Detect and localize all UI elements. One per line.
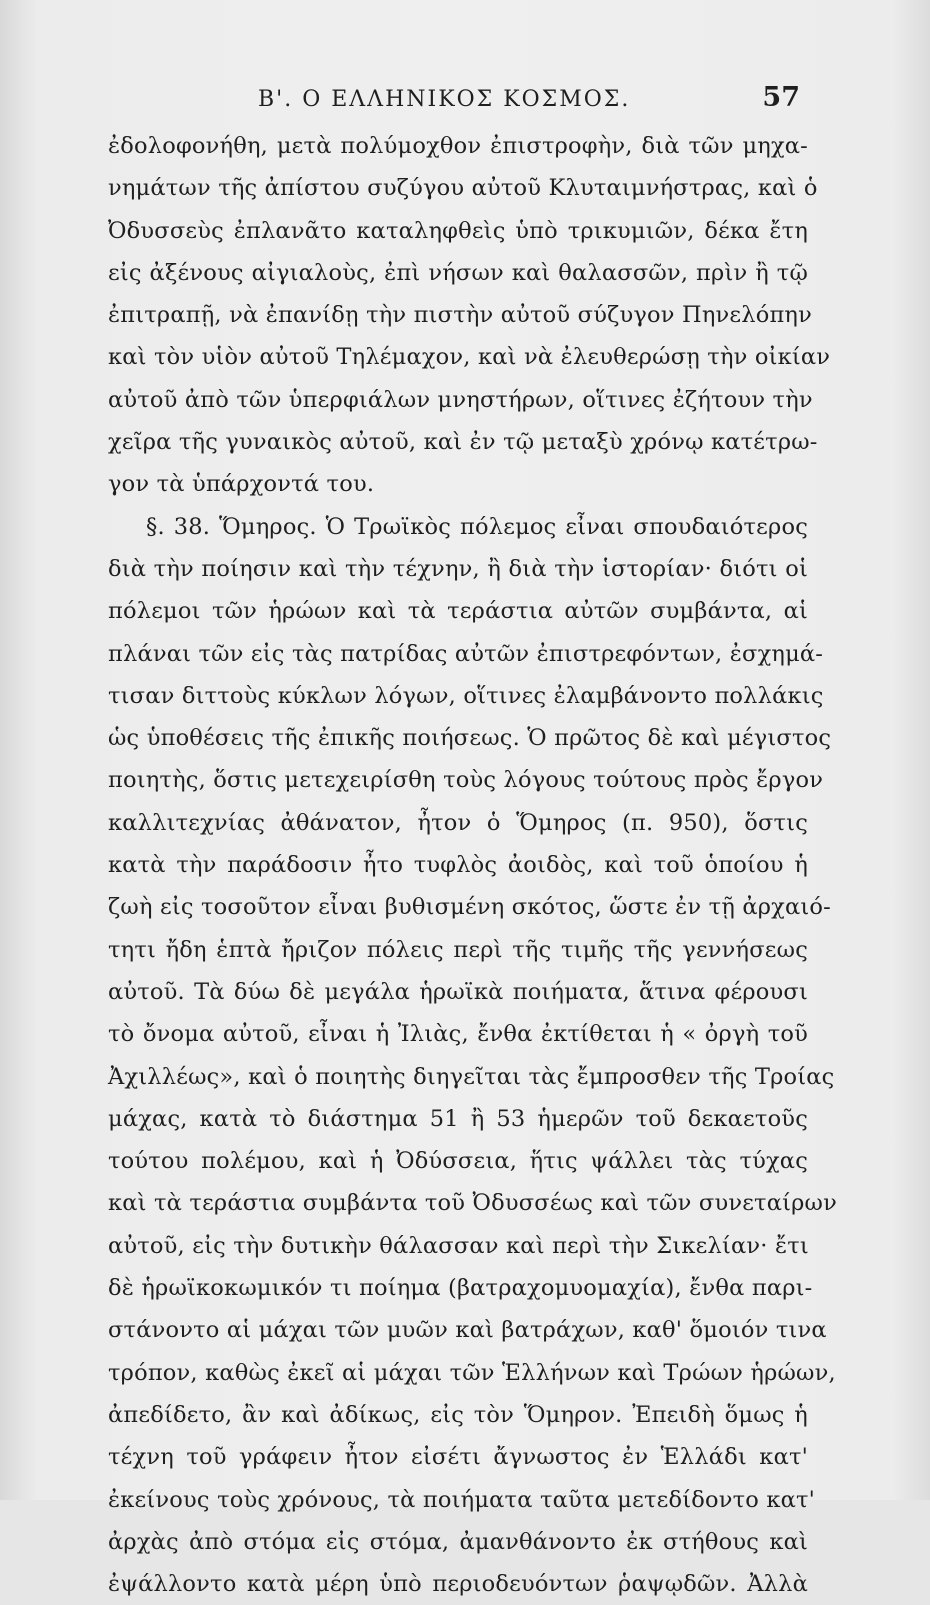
text-line: καὶ τὸν υἱὸν αὐτοῦ Τηλέμαχον, καὶ νὰ ἐλευθερώσῃ τὴν οἰκίαν [108, 344, 831, 371]
running-head [240, 82, 800, 122]
text-line: ἐδολοφονήθη, μετὰ πολύμοχθον ἐπιστροφὴν, διὰ τῶν μηχα- [108, 133, 808, 159]
text-line: ἀπεδίδετο, ἂν καὶ ἀδίκως, εἰς τὸν Ὅμηρον. Ἐπειδὴ ὅμως ἡ [108, 1401, 808, 1428]
text-line: πλάναι τῶν εἰς τὰς πατρίδας αὐτῶν ἐπιστρεφόντων, ἐσχημά- [108, 640, 824, 667]
text-line: τούτου πολέμου, καὶ ἡ Ὀδύσσεια, ἥτις ψάλλει τὰς τύχας [108, 1148, 808, 1175]
text-line: αὐτοῦ, εἰς τὴν δυτικὴν θάλασσαν καὶ περὶ τὴν Σικελίαν· ἔτι [108, 1232, 809, 1259]
text-line: αὐτοῦ. Τὰ δύω δὲ μεγάλα ἡρωϊκὰ ποιήματα, ἅτινα φέρουσι [108, 978, 808, 1005]
page-number: 57 [762, 82, 800, 113]
text-line: διὰ τὴν ποίησιν καὶ τὴν τέχνην, ἢ διὰ τὴν ἱστορίαν· διότι οἱ [108, 555, 808, 582]
text-line: Ὀδυσσεὺς ἐπλανᾶτο καταληφθεὶς ὑπὸ τρικυμιῶν, δέκα ἔτη [108, 217, 808, 244]
text-line: ποιητὴς, ὅστις μετεχειρίσθη τοὺς λόγους τούτους πρὸς ἔργον [108, 767, 824, 794]
text-line: ὡς ὑποθέσεις τῆς ἐπικῆς ποιήσεως. Ὁ πρῶτος δὲ καὶ μέγιστος [108, 725, 832, 752]
text-line: κατὰ τὴν παράδοσιν ἦτο τυφλὸς ἀοιδὸς, καὶ τοῦ ὁποίου ἡ [108, 852, 808, 879]
text-line: τρόπον, καθὼς ἐκεῖ αἱ μάχαι τῶν Ἑλλήνων καὶ Τρώων ἡρώων, [108, 1359, 836, 1386]
text-line: Ἀχιλλέως», καὶ ὁ ποιητὴς διηγεῖται τὰς ἔμπροσθεν τῆς Τροίας [108, 1063, 835, 1090]
text-line: τισαν διττοὺς κύκλων λόγων, οἵτινες ἐλαμβάνοντο πολλάκις [108, 682, 824, 709]
text-line: ἐκείνους τοὺς χρόνους, τὰ ποιήματα ταῦτα μετεδίδοντο κατ' [108, 1486, 816, 1513]
text-line: πόλεμοι τῶν ἡρώων καὶ τὰ τεράστια αὐτῶν συμβάντα, αἱ [108, 598, 808, 625]
text-line: καλλιτεχνίας ἀθάνατον, ἦτον ὁ Ὅμηρος (π. 950), ὅστις [108, 809, 808, 836]
text-line: δὲ ἡρωϊκοκωμικόν τι ποίημα (βατραχομυομαχία), ἔνθα παρι- [108, 1275, 813, 1302]
section-heading-line: §. 38. Ὅμηρος. Ὁ Τρωϊκὸς πόλεμος εἶναι σπουδαιότερος [146, 513, 808, 540]
text-line: ἐψάλλοντο κατὰ μέρη ὑπὸ περιοδευόντων ῥαψῳδῶν. Ἀλλὰ [108, 1571, 808, 1598]
text-line: ἐπιτραπῇ, νὰ ἐπανίδῃ τὴν πιστὴν αὐτοῦ σύζυγον Πηνελόπην [108, 302, 812, 329]
text-line: νημάτων τῆς ἀπίστου συζύγου αὐτοῦ Κλυταιμνήστρας, καὶ ὁ [108, 175, 818, 202]
running-title: Β'. Ο ΕΛΛΗΝΙΚΟΣ ΚΟΣΜΟΣ. [258, 87, 631, 112]
text-line: μάχας, κατὰ τὸ διάστημα 51 ἢ 53 ἡμερῶν τοῦ δεκαετοῦς [108, 1105, 808, 1132]
body-text [108, 125, 837, 1605]
text-line: τητι ἤδη ἑπτὰ ἤριζον πόλεις περὶ τῆς τιμῆς τῆς γεννήσεως [108, 936, 808, 963]
text-line: ζωὴ εἰς τοσοῦτον εἶναι βυθισμένη σκότος, ὥστε ἐν τῇ ἀρχαιό- [108, 894, 831, 921]
text-line: καὶ τὰ τεράστια συμβάντα τοῦ Ὀδυσσέως καὶ τῶν συνεταίρων [108, 1190, 837, 1217]
text-line: αὐτοῦ ἀπὸ τῶν ὑπερφιάλων μνηστήρων, οἵτινες ἐζήτουν τὴν [108, 386, 813, 413]
text-line: τέχνη τοῦ γράφειν ἦτον εἰσέτι ἄγνωστος ἐν Ἑλλάδι κατ' [108, 1444, 808, 1471]
paragraph-end-line: γον τὰ ὑπάρχοντά του. [108, 471, 375, 498]
text-line: χεῖρα τῆς γυναικὸς αὐτοῦ, καὶ ἐν τῷ μεταξὺ χρόνῳ κατέτρω- [108, 429, 818, 456]
text-line: εἰς ἀξένους αἰγιαλοὺς, ἐπὶ νήσων καὶ θαλασσῶν, πρὶν ἢ τῷ [108, 259, 808, 286]
text-line: τὸ ὄνομα αὐτοῦ, εἶναι ἡ Ἰλιὰς, ἔνθα ἐκτίθεται ἡ « ὀργὴ τοῦ [108, 1021, 808, 1048]
text-line: ἀρχὰς ἀπὸ στόμα εἰς στόμα, ἀμανθάνοντο ἐκ στήθους καὶ [108, 1528, 808, 1555]
text-line: στάνοντο αἱ μάχαι τῶν μυῶν καὶ βατράχων, καθ' ὅμοιόν τινα [108, 1317, 827, 1344]
